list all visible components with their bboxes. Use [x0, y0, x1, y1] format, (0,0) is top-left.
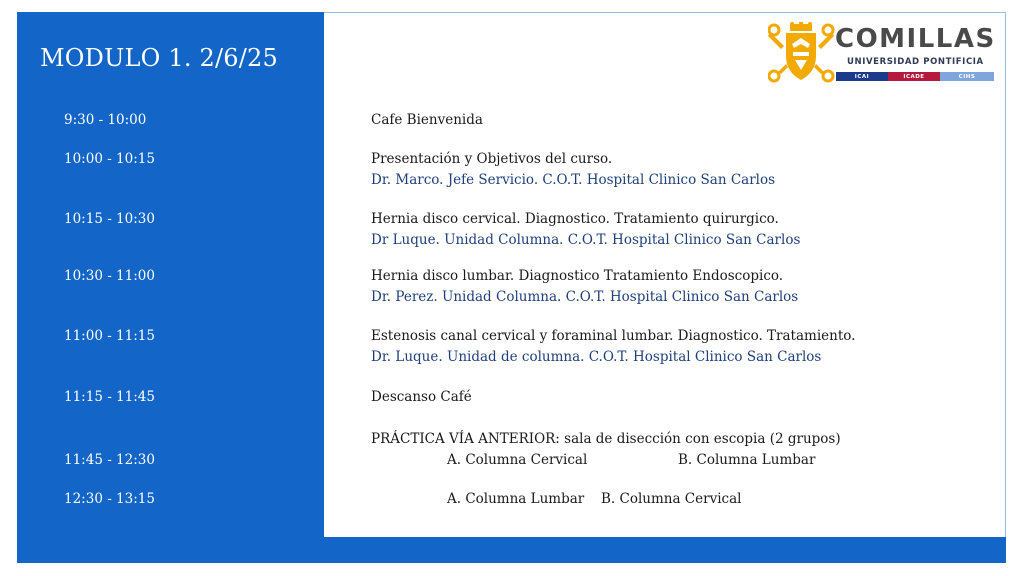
practice-group2-a: A. Columna Lumbar [447, 491, 585, 507]
bottom-bar [17, 537, 1006, 563]
practice-group1-a: A. Columna Cervical [447, 452, 588, 468]
entry-title: Hernia disco lumbar. Diagnostico Tratamiento Endoscopico. [371, 268, 784, 284]
entry-title: Descanso Café [371, 389, 472, 405]
time-slot-7: 11:45 - 12:30 [64, 452, 155, 468]
entry-title: Cafe Bienvenida [371, 112, 483, 128]
time-slot-6: 11:15 - 11:45 [64, 389, 155, 405]
entry-title: Presentación y Objetivos del curso. [371, 151, 613, 167]
practice-group1-b: B. Columna Lumbar [678, 452, 816, 468]
entry-title: Hernia disco cervical. Diagnostico. Tratamiento quirurgico. [371, 211, 779, 227]
time-slot-8: 12:30 - 13:15 [64, 491, 155, 507]
logo-bars [836, 72, 994, 81]
entry-speaker: Dr Luque. Unidad Columna. C.O.T. Hospital Clinico San Carlos [371, 232, 801, 248]
entry-speaker: Dr. Marco. Jefe Servicio. C.O.T. Hospital Clinico San Carlos [371, 172, 776, 188]
time-slot-3: 10:15 - 10:30 [64, 211, 155, 227]
logo-bar-cihs: CIHS [940, 72, 994, 81]
logo-bar-icade: ICADE [888, 72, 940, 81]
time-slot-5: 11:00 - 11:15 [64, 328, 155, 344]
entry-speaker: Dr. Luque. Unidad de columna. C.O.T. Hospital Clinico San Carlos [371, 349, 822, 365]
practice-group2-b: B. Columna Cervical [601, 491, 742, 507]
module-title: MODULO 1. 2/6/25 [40, 44, 278, 72]
logo-wordmark: COMILLAS [835, 24, 996, 54]
entry-title: Estenosis canal cervical y foraminal lumbar. Diagnostico. Tratamiento. [371, 328, 856, 344]
logo-bar-icai: ICAI [836, 72, 888, 81]
time-slot-1: 9:30 - 10:00 [64, 112, 147, 128]
time-slot-4: 10:30 - 11:00 [64, 268, 155, 284]
time-slot-2: 10:00 - 10:15 [64, 151, 155, 167]
logo-subtitle: UNIVERSIDAD PONTIFICIA [847, 57, 984, 67]
entry-speaker: Dr. Perez. Unidad Columna. C.O.T. Hospital Clinico San Carlos [371, 289, 799, 305]
practice-heading: PRÁCTICA VÍA ANTERIOR: sala de disección con escopia (2 grupos) [371, 431, 841, 447]
